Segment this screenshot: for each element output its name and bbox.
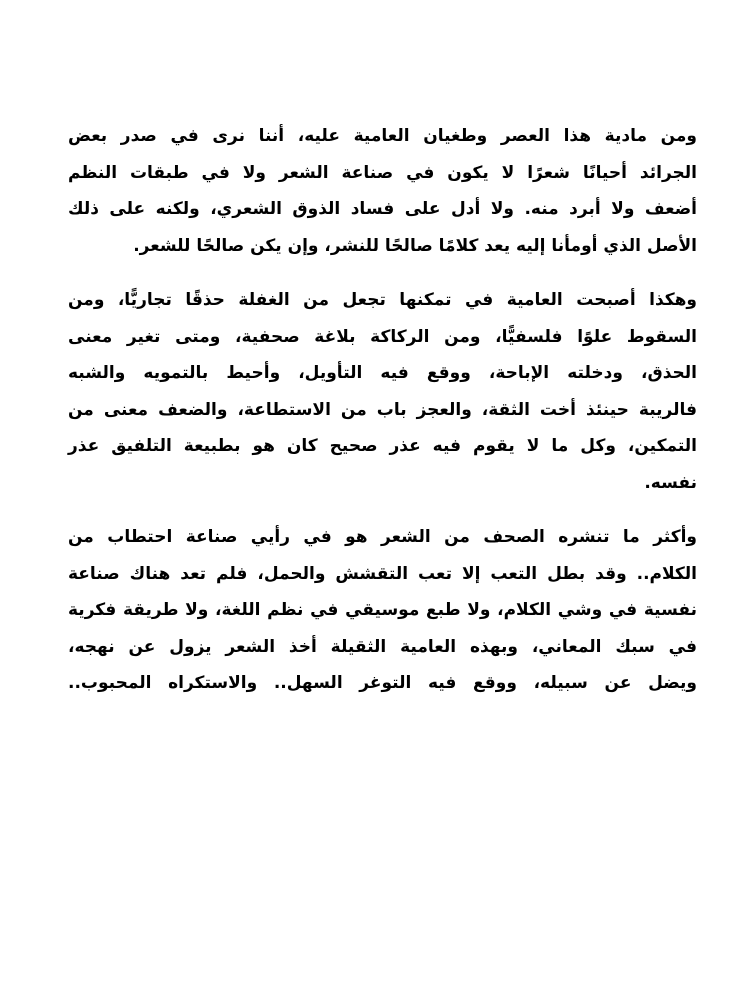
text-line: الحذق، ودخلته الإباحة، ووقع فيه التأويل، وأحيط بالتمويه والشبه	[68, 363, 697, 383]
text-line: أضعف ولا أبرد منه. ولا أدل على فساد الذوق الشعري، ولكنه على ذلك	[68, 199, 697, 219]
text-line: في سبك المعاني، وبهذه العامية الثقيلة أخذ الشعر يزول عن نهجه،	[68, 636, 697, 657]
text-line: الكلام.. وقد بطل التعب إلا تعب التقشش والحمل، فلم تعد هناك صناعة	[68, 563, 697, 584]
paragraph-1	[68, 118, 697, 264]
paragraph-2	[68, 282, 697, 501]
paragraph-3	[68, 519, 697, 702]
document-body	[68, 118, 697, 702]
text-line: نفسية في وشي الكلام، ولا طبع موسيقي في نظم اللغة، ولا طريقة فكرية	[68, 600, 697, 620]
text-line: ومن مادية هذا العصر وطغيان العامية عليه، أننا نرى في صدر بعض	[68, 126, 697, 146]
text-line: التمكين، وكل ما لا يقوم فيه عذر صحيح كان هو بطبيعة التلفيق عذر	[68, 436, 697, 456]
text-line: الجرائد أحيانًا شعرًا لا يكون في صناعة الشعر ولا في طبقات النظم	[68, 162, 697, 183]
text-line: وأكثر ما تنشره الصحف من الشعر هو في رأيي صناعة احتطاب من	[68, 527, 697, 547]
text-line: وهكذا أصبحت العامية في تمكنها تجعل من الغفلة حذقًا تجاريًّا، ومن	[68, 290, 697, 310]
text-line: ويضل عن سبيله، ووقع فيه التوغر السهل.. والاستكراه المحبوب..	[68, 673, 697, 693]
text-line: فالريبة حينئذ أخت الثقة، والعجز باب من الاستطاعة، والضعف معنى من	[68, 399, 697, 420]
text-line: الأصل الذي أومأنا إليه يعد كلامًا صالحًا للنشر، وإن يكن صالحًا للشعر.	[133, 235, 697, 256]
text-line: نفسه.	[644, 472, 697, 493]
paragraph-gap	[68, 501, 697, 519]
paragraph-gap	[68, 264, 697, 282]
text-line: السقوط علوًا فلسفيًّا، ومن الركاكة بلاغة صحفية، ومتى تغير معنى	[68, 326, 697, 347]
